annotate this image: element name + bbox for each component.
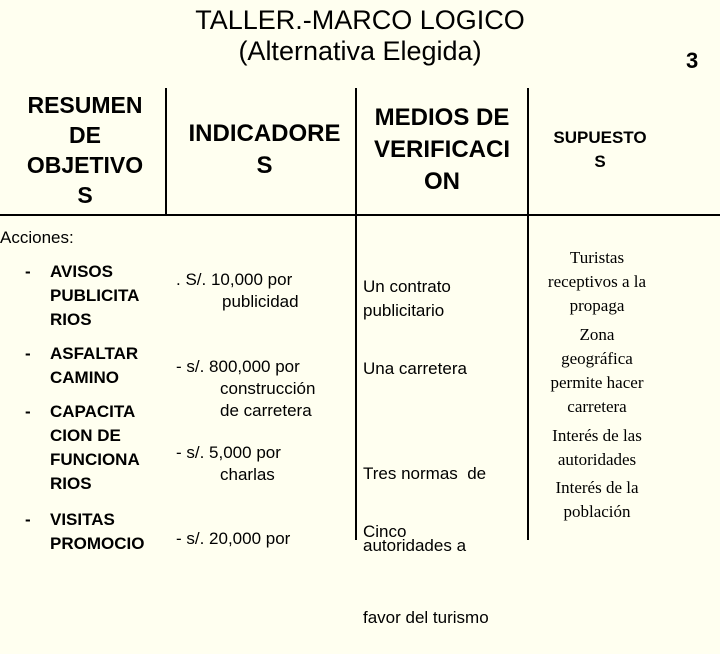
assumption-turistas: Turistas receptivos a la propaga	[547, 248, 647, 315]
column-divider-3	[527, 88, 529, 540]
column-divider-1	[165, 88, 167, 216]
header-supuestos: SUPUESTO S	[553, 128, 647, 171]
action-item-capacitacion: - CAPACITA CION DE FUNCIONA RIOS	[25, 402, 140, 493]
verification-carretera: Una carretera	[363, 359, 467, 378]
indicator-charlas: - s/. 5,000 por charlas	[176, 443, 281, 484]
title-line-2: (Alternativa Elegida)	[238, 36, 482, 66]
action-item-asfaltar: - ASFALTAR CAMINO	[25, 344, 139, 387]
header-medios-verificacion: MEDIOS DE VERIFICACI ON	[373, 104, 510, 195]
indicator-publicidad: . S/. 10,000 por publicidad	[176, 270, 299, 311]
verification-cinco: Cinco	[363, 522, 407, 541]
assumption-poblacion: Interés de la población	[555, 478, 639, 521]
page-number: 3	[686, 48, 699, 73]
title-line-1: TALLER.-MARCO LOGICO	[195, 5, 525, 35]
assumption-zona: Zona geográfica permite hacer carretera	[550, 325, 644, 416]
slide-title	[0, 5, 720, 67]
header-underline	[0, 214, 720, 216]
indicator-carretera: - s/. 800,000 por construcción de carretera	[176, 357, 316, 420]
verification-contrato: Un contrato publicitario	[363, 277, 451, 320]
verification-normas: Tres normas de autoridades a favor del turismo	[363, 464, 489, 627]
action-item-visitas: - VISITAS PROMOCIO	[25, 510, 145, 553]
acciones-label: Acciones:	[0, 228, 74, 247]
header-indicadores: INDICADORE S	[188, 120, 341, 179]
assumption-autoridades: Interés de las autoridades	[552, 426, 642, 469]
indicator-visitas: - s/. 20,000 por	[176, 529, 291, 548]
action-item-avisos: - AVISOS PUBLICITA RIOS	[25, 262, 140, 329]
header-resumen-objetivos: RESUMEN DE OBJETIVO S	[26, 92, 144, 208]
